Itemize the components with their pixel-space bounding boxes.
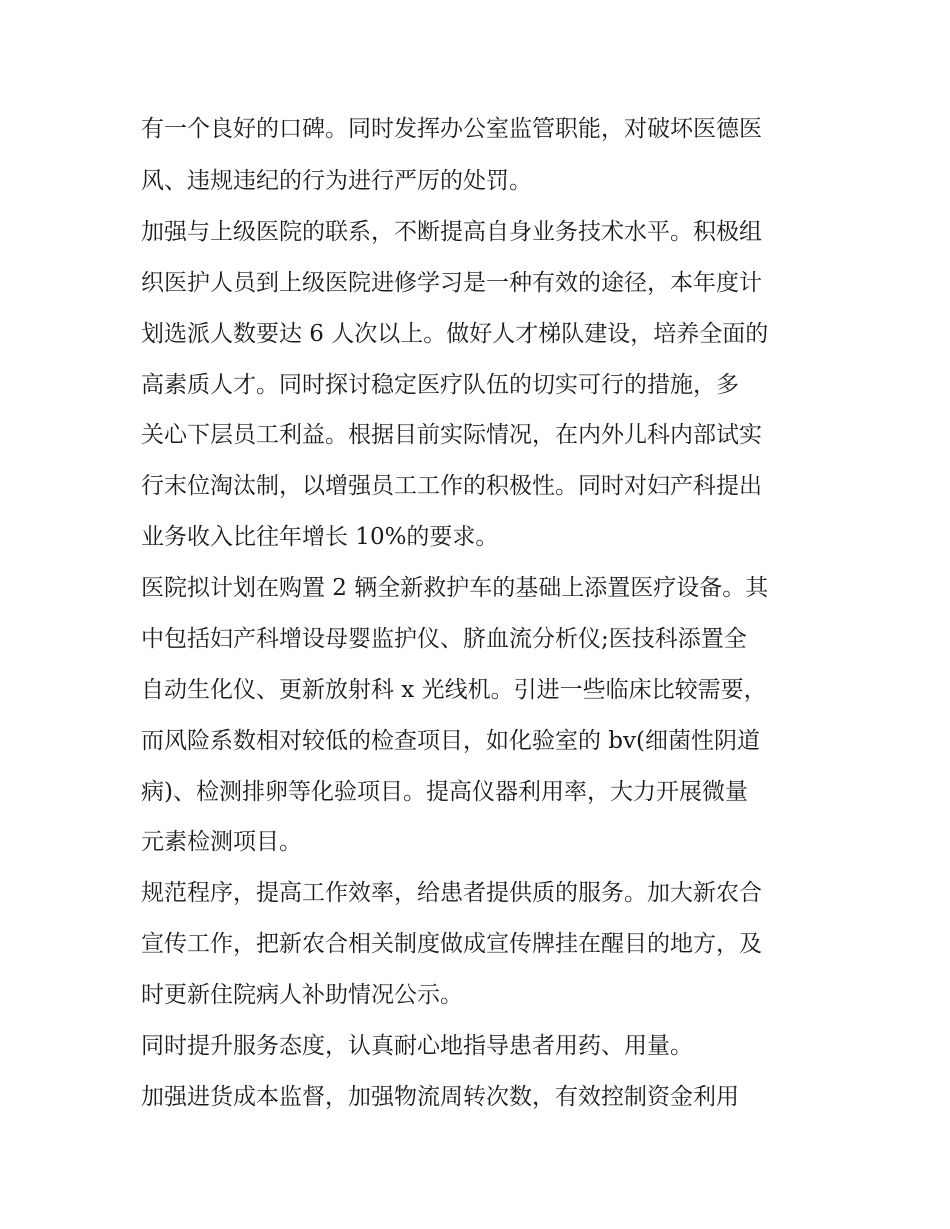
text-line: 织医护人员到上级医院进修学习是一种有效的途径，本年度计 — [141, 270, 762, 296]
text-line: 划选派人数要达 6 人次以上。做好人才梯队建设，培养全面的 — [141, 321, 769, 347]
text-line: 中包括妇产科增设母婴监护仪、脐血流分析仪;医技科添置全 — [141, 626, 747, 652]
text-line: 风、违规违纪的行为进行严厉的处罚。 — [141, 168, 532, 194]
text-line: 加强与上级医院的联系，不断提高自身业务技术水平。积极组 — [141, 219, 762, 245]
text-line: 同时提升服务态度，认真耐心地指导患者用药、用量。 — [141, 1033, 693, 1059]
text-line: 行末位淘汰制，以增强员工工作的积极性。同时对妇产科提出 — [141, 473, 762, 499]
text-line: 元素检测项目。 — [141, 829, 302, 855]
text-line: 宣传工作，把新农合相关制度做成宣传牌挂在醒目的地方，及 — [141, 931, 762, 957]
text-line: 高素质人才。同时探讨稳定医疗队伍的切实可行的措施，多 — [141, 372, 739, 398]
text-line: 自动生化仪、更新放射科 x 光线机。引进一些临床比较需要， — [141, 677, 767, 703]
text-line: 而风险系数相对较低的检查项目，如化验室的 bv(细菌性阴道 — [141, 728, 761, 754]
text-line: 关心下层员工利益。根据目前实际情况，在内外儿科内部试实 — [141, 422, 762, 448]
text-line: 规范程序，提高工作效率，给患者提供质的服务。加大新农合 — [141, 880, 762, 906]
text-line: 业务收入比往年增长 10%的要求。 — [141, 524, 499, 550]
text-line: 病)、检测排卵等化验项目。提高仪器利用率，大力开展微量 — [141, 779, 748, 805]
text-line: 有一个良好的口碑。同时发挥办公室监管职能，对破坏医德医 — [141, 116, 762, 142]
text-line: 加强进货成本监督，加强物流周转次数，有效控制资金利用 — [141, 1084, 739, 1110]
text-line: 医院拟计划在购置 2 辆全新救护车的基础上添置医疗设备。其 — [141, 575, 769, 601]
text-line: 时更新住院病人补助情况公示。 — [141, 982, 463, 1008]
